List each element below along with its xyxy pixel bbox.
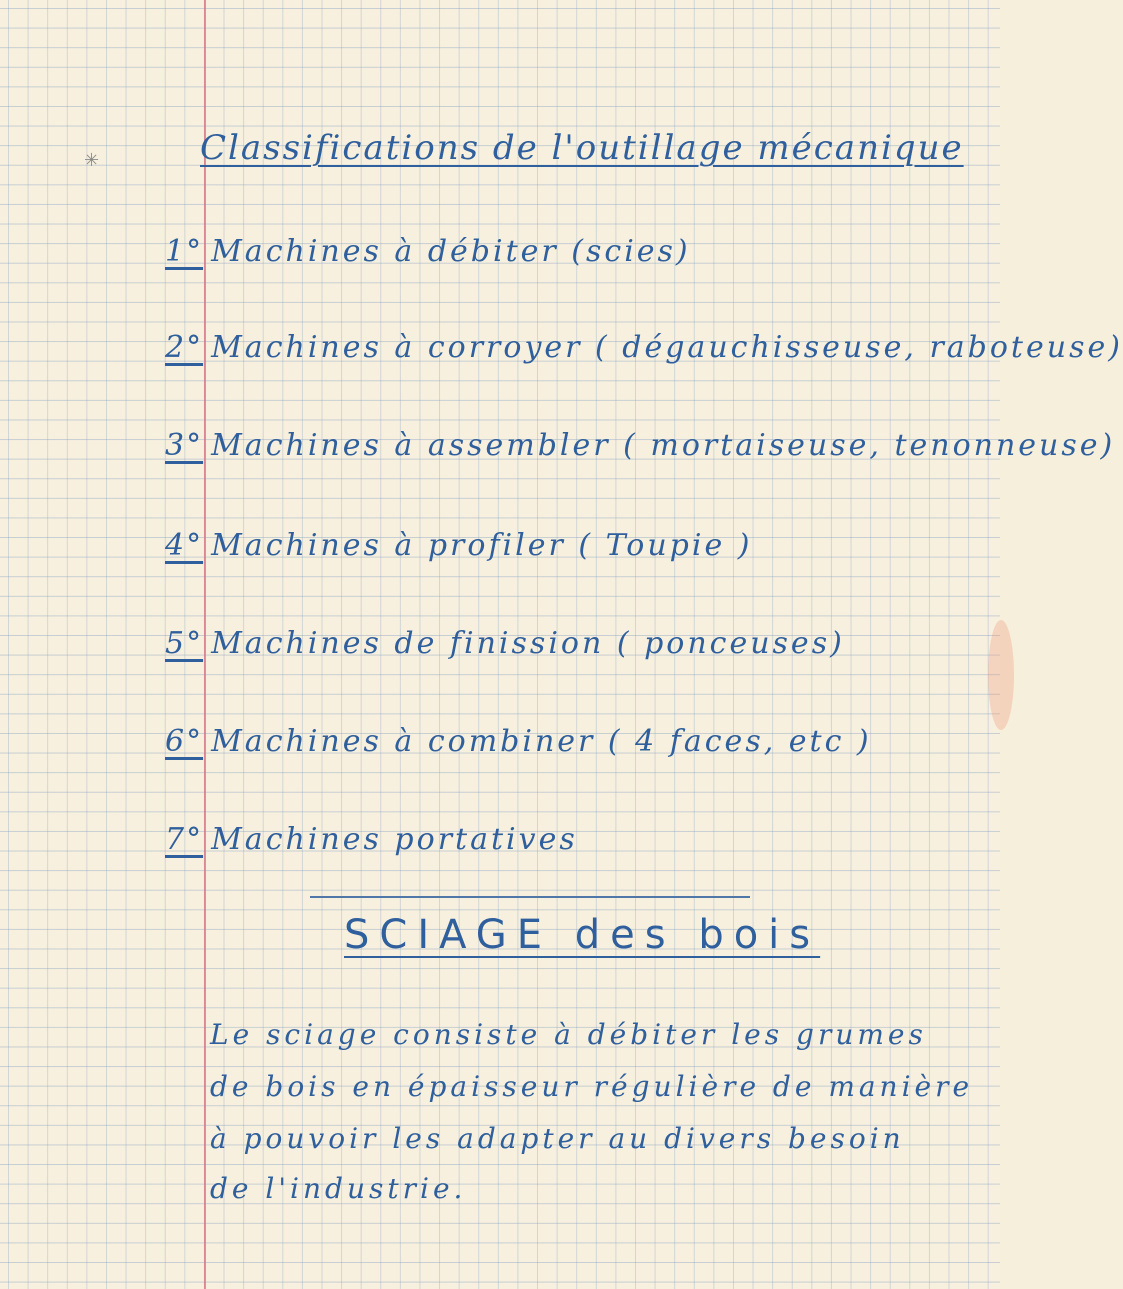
list-item [165,234,691,269]
item-text: Machines à combiner ( 4 faces, etc ) [211,724,872,759]
list-item [165,724,872,759]
list-item [165,330,1123,365]
list-item [165,528,752,563]
paragraph-line: à pouvoir les adapter au divers besoin [210,1122,905,1155]
item-number: 2° [165,330,204,365]
item-text: Machines à corroyer ( dégauchisseuse, raboteuse) [211,330,1123,365]
item-text: Machines portatives [211,822,578,857]
item-number: 3° [165,428,204,463]
item-number: 4° [165,528,204,563]
paper-mark: ✳ [84,150,100,171]
item-number: 1° [165,234,204,269]
item-number: 7° [165,822,204,857]
item-text: Machines de finission ( ponceuses) [211,626,845,661]
list-item [165,626,845,661]
list-item [165,822,578,857]
item-text: Machines à assembler ( mortaiseuse, tenonneuse) [211,428,1116,463]
paragraph-line: de bois en épaisseur régulière de manière [210,1070,974,1103]
item-text: Machines à profiler ( Toupie ) [211,528,753,563]
section-heading: SCIAGE des bois [344,912,821,958]
list-item [165,428,1115,463]
paragraph-line: de l'industrie. [210,1172,467,1205]
paper-stain [988,620,1014,730]
item-number: 6° [165,724,204,759]
heading-rule [310,896,750,898]
item-number: 5° [165,626,204,661]
item-text: Machines à débiter (scies) [211,234,691,269]
paragraph-line: Le sciage consiste à débiter les grumes [210,1018,927,1051]
page-title: Classifications de l'outillage mécanique [200,128,964,168]
